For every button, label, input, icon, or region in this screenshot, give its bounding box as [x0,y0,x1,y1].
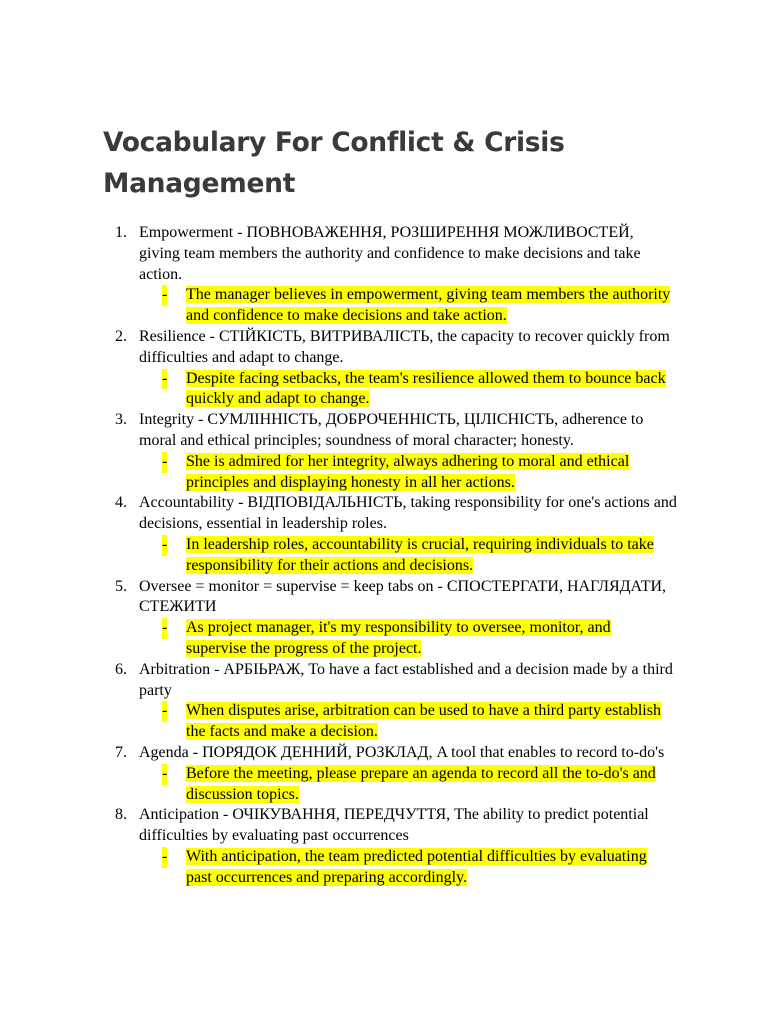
example-sentence [139,452,678,494]
highlighted-example: In leadership roles, accountability is crucial, requiring individuals to take responsibility for their actions and decisions. [186,535,654,574]
vocabulary-list [103,223,678,889]
item-number: 5. [115,577,127,595]
vocab-item-oversee [103,577,678,660]
page-title [103,122,678,204]
term-definition: Empowerment - ПОВНОВАЖЕННЯ, РОЗШИРЕННЯ МОЖЛИВОСТЕЙ, giving team members the authority and confidence to make decisions and take action. [139,224,641,283]
highlighted-example: With anticipation, the team predicted potential difficulties by evaluating past occurrences and preparing accordingly. [186,847,647,886]
vocab-item-accountability [103,493,678,576]
item-number: 6. [115,660,127,678]
bullet-dash: - [162,535,167,556]
bullet-dash: - [162,701,167,722]
bullet-dash: - [162,618,167,639]
term-definition: Accountability - ВІДПОВІДАЛЬНІСТЬ, taking responsibility for one's actions and decisions, essential in leadership roles. [139,494,677,533]
highlighted-example: As project manager, it's my responsibility to oversee, monitor, and supervise the progress of the project. [186,619,611,657]
vocab-item-anticipation [103,805,678,888]
example-sentence [139,285,678,327]
vocab-item-resilience [103,327,678,410]
term-definition: Anticipation - ОЧІКУВАННЯ, ПЕРЕДЧУТТЯ, The ability to predict potential difficulties by evaluating past occurrences [139,806,649,845]
term-definition: Resilience - СТІЙКІСТЬ, ВИТРИВАЛІСТЬ, the capacity to recover quickly from difficulties and adapt to change. [139,327,670,366]
item-number: 4. [115,494,127,512]
example-sentence [139,535,678,577]
vocab-item-integrity [103,410,678,493]
item-number: 2. [115,327,127,345]
example-sentence [139,764,678,806]
example-sentence [139,847,678,889]
vocab-item-empowerment [103,223,678,327]
term-definition: Arbitration - АРБІЬРАЖ, To have a fact established and a decision made by a third party [139,660,673,699]
bullet-dash: - [162,452,167,473]
title-line-2: Management [103,168,296,199]
title-line-1: Vocabulary For Conflict & Crisis [103,127,565,158]
term-definition: Oversee = monitor = supervise = keep tabs on - СПОСТЕРГАТИ, НАГЛЯДАТИ, СТЕЖИТИ [139,577,667,616]
highlighted-example: The manager believes in empowerment, giving team members the authority and confidence to make decisions and take action. [186,286,671,325]
term-definition: Agenda - ПОРЯДОК ДЕННИЙ, РОЗКЛАД, A tool that enables to record to-do's [139,743,665,761]
highlighted-example: She is admired for her integrity, always adhering to moral and ethical principles and displaying honesty in all her actions. [186,452,630,491]
item-number: 7. [115,743,127,761]
highlighted-example: When disputes arise, arbitration can be used to have a third party establish the facts and make a decision. [186,702,661,741]
bullet-dash: - [162,847,167,868]
highlighted-example: Despite facing setbacks, the team's resilience allowed them to bounce back quickly and adapt to change. [186,369,666,408]
example-sentence [139,701,678,743]
term-definition: Integrity - СУМЛІННІСТЬ, ДОБРОЧЕННІСТЬ, ЦІЛІСНІСТЬ, adherence to moral and ethical principles; soundness of moral character; honesty. [139,411,644,449]
highlighted-example: Before the meeting, please prepare an agenda to record all the to-do's and discussion topics. [186,764,656,803]
bullet-dash: - [162,369,167,390]
example-sentence [139,369,678,411]
bullet-dash: - [162,764,167,785]
vocab-item-agenda [103,743,678,805]
item-number: 3. [115,411,127,429]
bullet-dash: - [162,285,167,306]
item-number: 1. [115,224,127,241]
vocab-item-arbitration [103,660,678,743]
example-sentence [139,618,678,660]
item-number: 8. [115,806,127,824]
